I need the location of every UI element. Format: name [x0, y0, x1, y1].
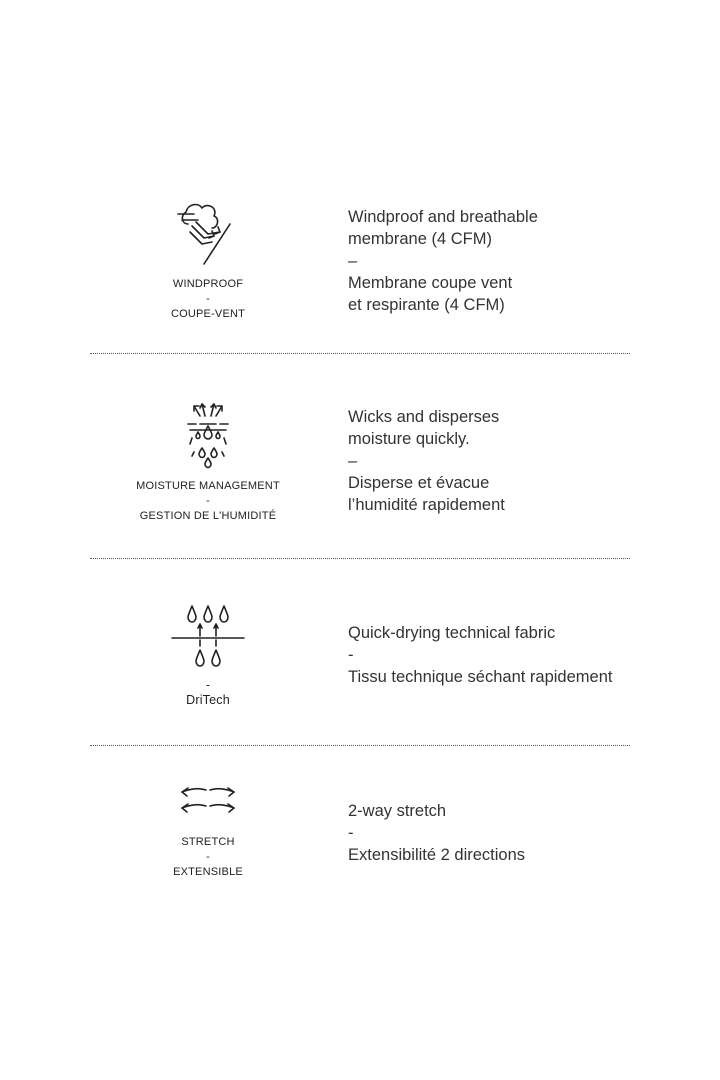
divider: [90, 745, 630, 746]
label-line: COUPE-VENT: [170, 308, 246, 320]
moisture-management-icon: [168, 398, 248, 470]
desc-line: moisture quickly.: [348, 430, 470, 448]
feature-dritech-description: [348, 622, 678, 688]
desc-line: membrane (4 CFM): [348, 230, 492, 248]
desc-line: Windproof and breathable: [348, 208, 538, 226]
feature-windproof-icon-col: [108, 198, 308, 322]
label-line: -: [206, 293, 210, 305]
label-line: -: [206, 851, 210, 863]
label-line: EXTENSIBLE: [173, 866, 243, 878]
desc-line: l’humidité rapidement: [348, 496, 505, 514]
desc-line: 2-way stretch: [348, 802, 447, 820]
windproof-icon: [168, 198, 248, 270]
feature-moisture-description: [348, 406, 678, 516]
divider: [90, 558, 630, 559]
desc-line: Wicks and disperses: [348, 408, 500, 426]
desc-line: –: [348, 452, 358, 470]
desc-line: -: [348, 824, 354, 842]
label-line: GESTION DE L'HUMIDITÉ: [139, 510, 277, 522]
desc-line: –: [348, 252, 358, 270]
stretch-icon: [168, 784, 248, 818]
label-line: WINDPROOF: [172, 278, 244, 290]
label-line: DriTech: [186, 693, 230, 707]
feature-windproof-description: [348, 206, 678, 316]
feature-dritech-icon-col: [108, 602, 308, 708]
feature-moisture-icon-col: [108, 398, 308, 524]
label-line: -: [205, 678, 211, 692]
feature-stretch-icon-col: [108, 784, 308, 880]
desc-line: Quick-drying technical fabric: [348, 624, 556, 642]
desc-line: et respirante (4 CFM): [348, 296, 505, 314]
feature-stretch-label: [108, 835, 308, 880]
label-line: STRETCH: [181, 836, 235, 848]
feature-windproof-label: [108, 277, 308, 322]
desc-line: Extensibilité 2 directions: [348, 846, 526, 864]
desc-line: Tissu technique séchant rapidement: [348, 668, 613, 686]
feature-moisture-label: [108, 479, 308, 524]
feature-stretch-description: [348, 800, 678, 866]
desc-line: Membrane coupe vent: [348, 274, 513, 292]
label-line: -: [206, 495, 210, 507]
feature-dritech-label: [108, 678, 308, 708]
desc-line: -: [348, 646, 354, 664]
dritech-icon: [168, 602, 248, 678]
label-line: MOISTURE MANAGEMENT: [136, 480, 280, 492]
desc-line: Disperse et évacue: [348, 474, 490, 492]
divider: [90, 353, 630, 354]
